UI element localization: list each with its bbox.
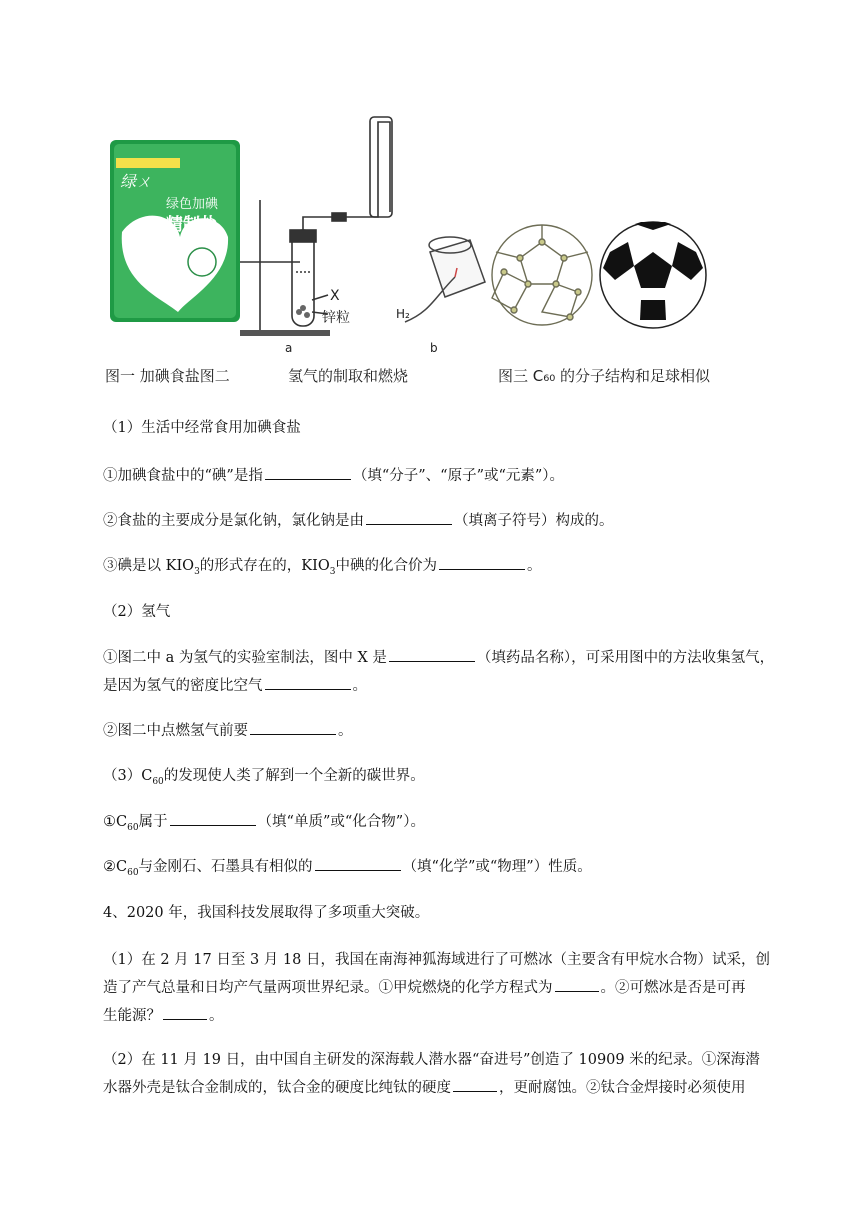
q1-item1 [103,462,803,490]
q1-item3 [103,552,803,586]
subscript: 60 [152,776,164,787]
q3-item1 [103,808,803,842]
q2-item1-text: ①图二中 a 为氢气的实验室制法，图中 X 是 [103,650,387,666]
answer-blank[interactable] [366,510,452,525]
answer-blank[interactable] [265,465,351,480]
q3-item1-hint: （填“单质”或“化合物”）。 [257,814,425,830]
label-h2: H₂ [396,307,410,321]
q3-item2-text-b: 与金刚石、石墨具有相似的 [138,859,313,875]
salt-bag-image [110,140,240,322]
answer-blank[interactable] [453,1077,497,1092]
c60-molecule-image [492,225,592,325]
q4-p1-line2-end: 。②可燃冰是否是可再 [600,980,746,996]
q1-heading: （1）生活中经常食用加碘食盐 [103,420,301,436]
salt-logo-text: 绿ㄨ [120,172,153,191]
subscript: 60 [127,867,139,878]
q4-p2-line1: （2）在 11 月 19 日，由中国自主研发的深海载人潜水器“奋进号”创造了 10909 米的纪录。①深海潜 [103,1052,760,1068]
hydrogen-burning-b [405,237,485,322]
q3-heading [103,762,803,796]
q1-item2-hint: （填离子符号）构成的。 [454,513,614,529]
answer-blank[interactable] [170,811,256,826]
salt-brand-text: 绿色加碘 [166,197,219,212]
answer-blank[interactable] [439,555,525,570]
answer-blank[interactable] [250,720,336,735]
q3-item1-text-b: 属于 [138,814,168,830]
figure2-caption: 氢气的制取和燃烧 [288,367,409,385]
q1-item3-text-b: 的形式存在的，KIO [199,558,330,574]
q2-item2-end: 。 [338,723,353,739]
q4-p1-line3-end: 。 [209,1008,224,1024]
q4-p1-line1: （1）在 2 月 17 日至 3 月 18 日，我国在南海神狐海域进行了可燃冰（主要含有甲烷水合物）试采，创 [103,952,770,968]
q3-heading-rest: 的发现使人类了解到一个全新的碳世界。 [163,768,425,784]
salt-name-text: 精制盐 [166,215,217,235]
q1-item2-text: ②食盐的主要成分是氯化钠，氯化钠是由 [103,513,364,529]
q1-item3-text-c: 中碘的化合价为 [335,558,437,574]
q1-item2 [103,507,803,535]
q4-paragraph2 [103,1046,803,1102]
answer-blank[interactable] [315,856,401,871]
q2-item2 [103,717,803,745]
q3-item1-text-a: ①C [103,814,128,830]
q4-heading: 4、2020 年，我国科技发展取得了多项重大突破。 [103,905,430,921]
q2-item2-text: ②图二中点燃氢气前要 [103,723,248,739]
q4-p1-line2: 造了产气总量和日均产气量两项世界纪录。①甲烷燃烧的化学方程式为 [103,980,553,996]
label-b: b [430,341,438,355]
q2-item1-mid: （填药品名称），可采用图中的方法收集氢气， [476,650,775,666]
answer-blank[interactable] [555,977,599,992]
figure-illustrations [100,112,730,362]
figure3-caption: 图三 C₆₀ 的分子结构和足球相似 [498,367,711,385]
q3-item2-hint: （填“化学”或“物理”）性质。 [402,859,592,875]
answer-blank[interactable] [163,1005,207,1020]
answer-blank[interactable] [389,647,475,662]
subscript: 3 [194,566,200,577]
figure1-caption: 图一 加碘食盐图二 [105,367,230,385]
subscript: 3 [329,566,336,577]
figure-panel [100,112,730,402]
q1-item1-hint: （填“分子”、“原子”或“元素”）。 [352,468,565,484]
label-x: X [330,288,340,304]
q2-item1-line2: 是因为氢气的密度比空气 [103,678,263,694]
q1-item1-text: ①加碘食盐中的“碘”是指 [103,468,263,484]
q4-p2-line2-end: ，更耐腐蚀。②钛合金焊接时必须使用 [499,1080,746,1096]
q4-p1-line3: 生能源？ [103,1008,161,1024]
q2-heading: （2）氢气 [103,604,171,620]
label-a: a [285,341,293,355]
q3-item2-text-a: ②C [103,859,128,875]
q4-p2-line2: 水器外壳是钛合金制成的，钛合金的硬度比纯钛的硬度 [103,1080,451,1096]
label-zinc: 锌粒 [322,310,350,326]
q3-item2 [103,853,803,887]
subscript: 60 [127,822,139,833]
soccer-ball-image [600,222,706,328]
answer-blank[interactable] [265,675,351,690]
q4-paragraph1 [103,946,803,1030]
q1-item3-text-a: ③碘是以 KIO [103,558,195,574]
q2-item1-end: 。 [352,678,367,694]
q1-item3-end: 。 [526,558,542,574]
q2-item1 [103,644,803,700]
hydrogen-apparatus-a [240,117,392,336]
q3-heading-text: （3）C [103,768,153,784]
